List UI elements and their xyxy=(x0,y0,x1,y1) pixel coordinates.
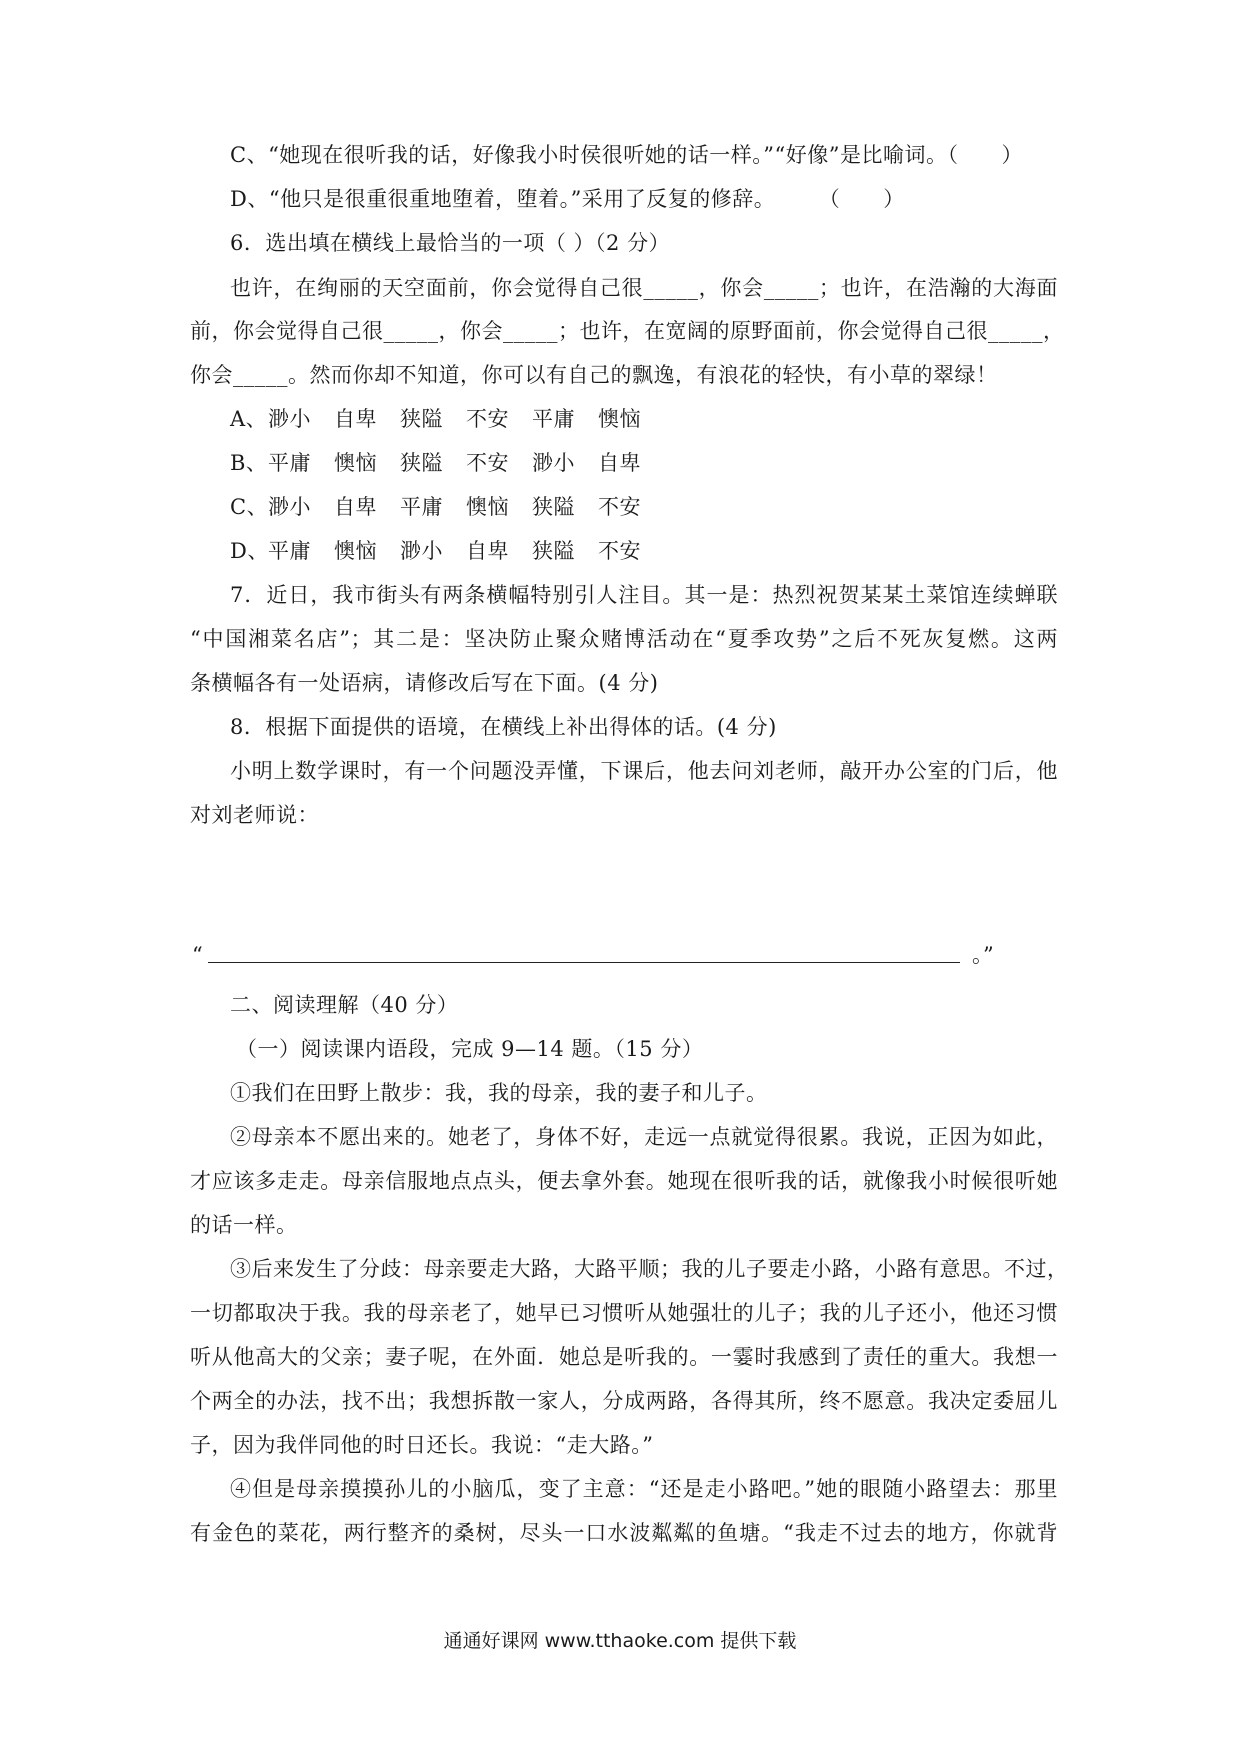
reading-paragraph-3-line-5: 子，因为我伴同他的时日还长。我说：“走大路。” xyxy=(190,1433,654,1457)
question-7-line-1: 7．近日，我市街头有两条横幅特别引人注目。其一是：热烈祝贺某某土菜馆连续蝉联 xyxy=(230,583,1058,607)
question-6-passage-line-1: 也许，在绚丽的天空面前，你会觉得自己很_____，你会_____；也许，在浩瀚的大海面 xyxy=(230,276,1058,300)
question-8-context-line-1: 小明上数学课时，有一个问题没弄懂，下课后，他去问刘老师，敲开办公室的门后，他 xyxy=(230,759,1058,783)
choice-b xyxy=(230,448,664,478)
reading-paragraph-2-line-1: ②母亲本不愿出来的。她老了，身体不好，走远一点就觉得很累。我说，正因为如此， xyxy=(230,1125,1058,1149)
choice-a-letter: A、 xyxy=(230,407,268,431)
choice-a-word: 狭隘 xyxy=(400,407,443,431)
choice-d-word: 狭隘 xyxy=(532,539,575,563)
question-6-title: 6．选出填在横线上最恰当的一项（ ）（2 分） xyxy=(230,231,671,255)
choice-b-word: 自卑 xyxy=(598,451,641,475)
choice-c-word: 懊恼 xyxy=(466,495,509,519)
subsection-1-heading: （一）阅读课内语段，完成 9—14 题。（15 分） xyxy=(236,1037,704,1061)
choice-a-word: 平庸 xyxy=(532,407,575,431)
question-6-passage-line-3: 你会_____。然而你却不知道，你可以有自己的飘逸，有浪花的轻快，有小草的翠绿！ xyxy=(190,363,998,387)
choice-a-word: 不安 xyxy=(466,407,509,431)
choice-b-word: 懊恼 xyxy=(334,451,377,475)
reading-paragraph-3-line-2: 一切都取决于我。我的母亲老了，她早已习惯听从她强壮的儿子；我的儿子还小，他还习惯 xyxy=(190,1301,1058,1325)
reading-paragraph-3-line-4: 个两全的办法，找不出；我想拆散一家人，分成两路，各得其所，终不愿意。我决定委屈儿 xyxy=(190,1389,1058,1413)
choice-b-word: 平庸 xyxy=(268,451,311,475)
choice-c-word: 狭隘 xyxy=(532,495,575,519)
choice-c-word: 平庸 xyxy=(400,495,443,519)
question-7-line-3: 条横幅各有一处语病，请修改后写在下面。(4 分) xyxy=(190,671,659,695)
choice-c-letter: C、 xyxy=(230,495,269,519)
reading-paragraph-2-line-2: 才应该多走走。母亲信服地点点头，便去拿外套。她现在很听我的话，就像我小时候很听她 xyxy=(190,1169,1058,1193)
choice-a-word: 懊恼 xyxy=(598,407,641,431)
choice-c xyxy=(230,492,664,522)
choice-a xyxy=(230,404,664,434)
choice-d-word: 自卑 xyxy=(466,539,509,563)
choice-d-word: 不安 xyxy=(598,539,641,563)
section-2-heading: 二、阅读理解（40 分） xyxy=(230,993,459,1017)
option-d-statement: D、“他只是很重很重地堕着，堕着。”采用了反复的修辞。 （ ） xyxy=(230,187,905,211)
answer-blank-line xyxy=(208,962,960,963)
question-8-context-line-2: 对刘老师说： xyxy=(190,803,319,827)
choice-d xyxy=(230,536,664,566)
choice-d-word: 平庸 xyxy=(268,539,311,563)
reading-paragraph-3-line-3: 听从他高大的父亲；妻子呢，在外面．她总是听我的。一霎时我感到了责任的重大。我想一 xyxy=(190,1345,1058,1369)
choice-a-word: 自卑 xyxy=(334,407,377,431)
answer-quote-open: “ xyxy=(192,943,204,967)
reading-paragraph-4-line-2: 有金色的菜花，两行整齐的桑树，尽头一口水波粼粼的鱼塘。“我走不过去的地方，你就背 xyxy=(190,1521,1058,1545)
choice-b-word: 狭隘 xyxy=(400,451,443,475)
question-6-passage-line-2: 前，你会觉得自己很_____，你会_____；也许，在宽阔的原野面前，你会觉得自己很_____， xyxy=(190,319,1065,343)
choice-b-word: 渺小 xyxy=(532,451,575,475)
choice-b-word: 不安 xyxy=(466,451,509,475)
page-footer: 通通好课网 www.tthaoke.com 提供下载 xyxy=(443,1630,797,1652)
choice-c-word: 自卑 xyxy=(334,495,377,519)
answer-quote-close: 。” xyxy=(972,943,995,967)
reading-paragraph-3-line-1: ③后来发生了分歧：母亲要走大路，大路平顺；我的儿子要走小路，小路有意思。不过， xyxy=(230,1257,1069,1281)
choice-c-word: 渺小 xyxy=(268,495,311,519)
question-7-line-2: “中国湘菜名店”；其二是：坚决防止聚众赌博活动在“夏季攻势”之后不死灰复燃。这两 xyxy=(190,627,1058,651)
choice-d-letter: D、 xyxy=(230,539,269,563)
reading-paragraph-4-line-1: ④但是母亲摸摸孙儿的小脑瓜，变了主意：“还是走小路吧。”她的眼随小路望去：那里 xyxy=(230,1477,1058,1501)
choice-d-word: 懊恼 xyxy=(334,539,377,563)
option-c-statement: C、“她现在很听我的话，好像我小时侯很听她的话一样。”“好像”是比喻词。（ ） xyxy=(230,143,1024,167)
choice-c-word: 不安 xyxy=(598,495,641,519)
choice-b-letter: B、 xyxy=(230,451,268,475)
reading-paragraph-1: ①我们在田野上散步：我，我的母亲，我的妻子和儿子。 xyxy=(230,1081,768,1105)
question-8-title: 8．根据下面提供的语境，在横线上补出得体的话。(4 分) xyxy=(230,715,777,739)
reading-paragraph-2-line-3: 的话一样。 xyxy=(190,1213,298,1237)
choice-d-word: 渺小 xyxy=(400,539,443,563)
choice-a-word: 渺小 xyxy=(268,407,311,431)
